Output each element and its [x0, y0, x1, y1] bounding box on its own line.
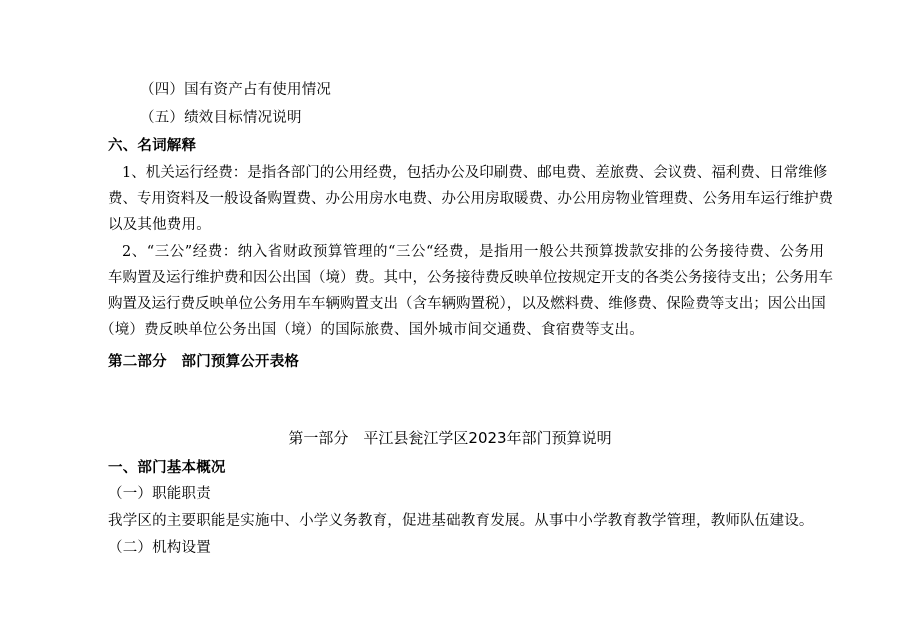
heading-overview: 一、部门基本概况: [108, 459, 226, 476]
part-two-heading: 第二部分 部门预算公开表格: [108, 353, 300, 370]
heading-glossary: 六、名词解释: [108, 137, 197, 154]
def1-line2: 费、专用资料及一般设备购置费、办公用房水电费、办公用房取暖费、办公用房物业管理费、公务用车运行维护费: [108, 191, 833, 207]
sub-heading-functions: （一）职能职责: [108, 486, 211, 502]
sub-heading-structure: （二）机构设置: [108, 540, 211, 556]
def1-line1: 1、机关运行经费：是指各部门的公用经费，包括办公及印刷费、邮电费、差旅费、会议费、福利费、日常维修: [122, 165, 828, 181]
def2-line3: 购置及运行费反映单位公务用车车辆购置支出（含车辆购置税），以及燃料费、维修费、保险费等支出；因公出国: [108, 296, 826, 312]
item-performance-goals: （五）绩效目标情况说明: [140, 110, 302, 126]
def2-line1: 2、“三公”经费：纳入省财政预算管理的“三公“经费，是指用一般公共预算拨款安排的公务接待费、公务用: [122, 244, 824, 260]
document-title: 第一部分 平江县瓮江学区2023年部门预算说明: [288, 429, 612, 447]
def2-line4: （境）费反映单位公务出国（境）的国际旅费、国外城市间交通费、食宿费等支出。: [100, 322, 644, 338]
def2-line2: 车购置及运行维护费和因公出国（境）费。其中，公务接待费反映单位按规定开支的各类公务接待支出；公务用车: [108, 270, 833, 286]
def1-line3: 以及其他费用。: [108, 217, 211, 233]
functions-body: 我学区的主要职能是实施中、小学义务教育，促进基础教育发展。从事中小学教育教学管理，教师队伍建设。: [108, 513, 814, 529]
item-state-assets: （四）国有资产占有使用情况: [140, 82, 332, 98]
